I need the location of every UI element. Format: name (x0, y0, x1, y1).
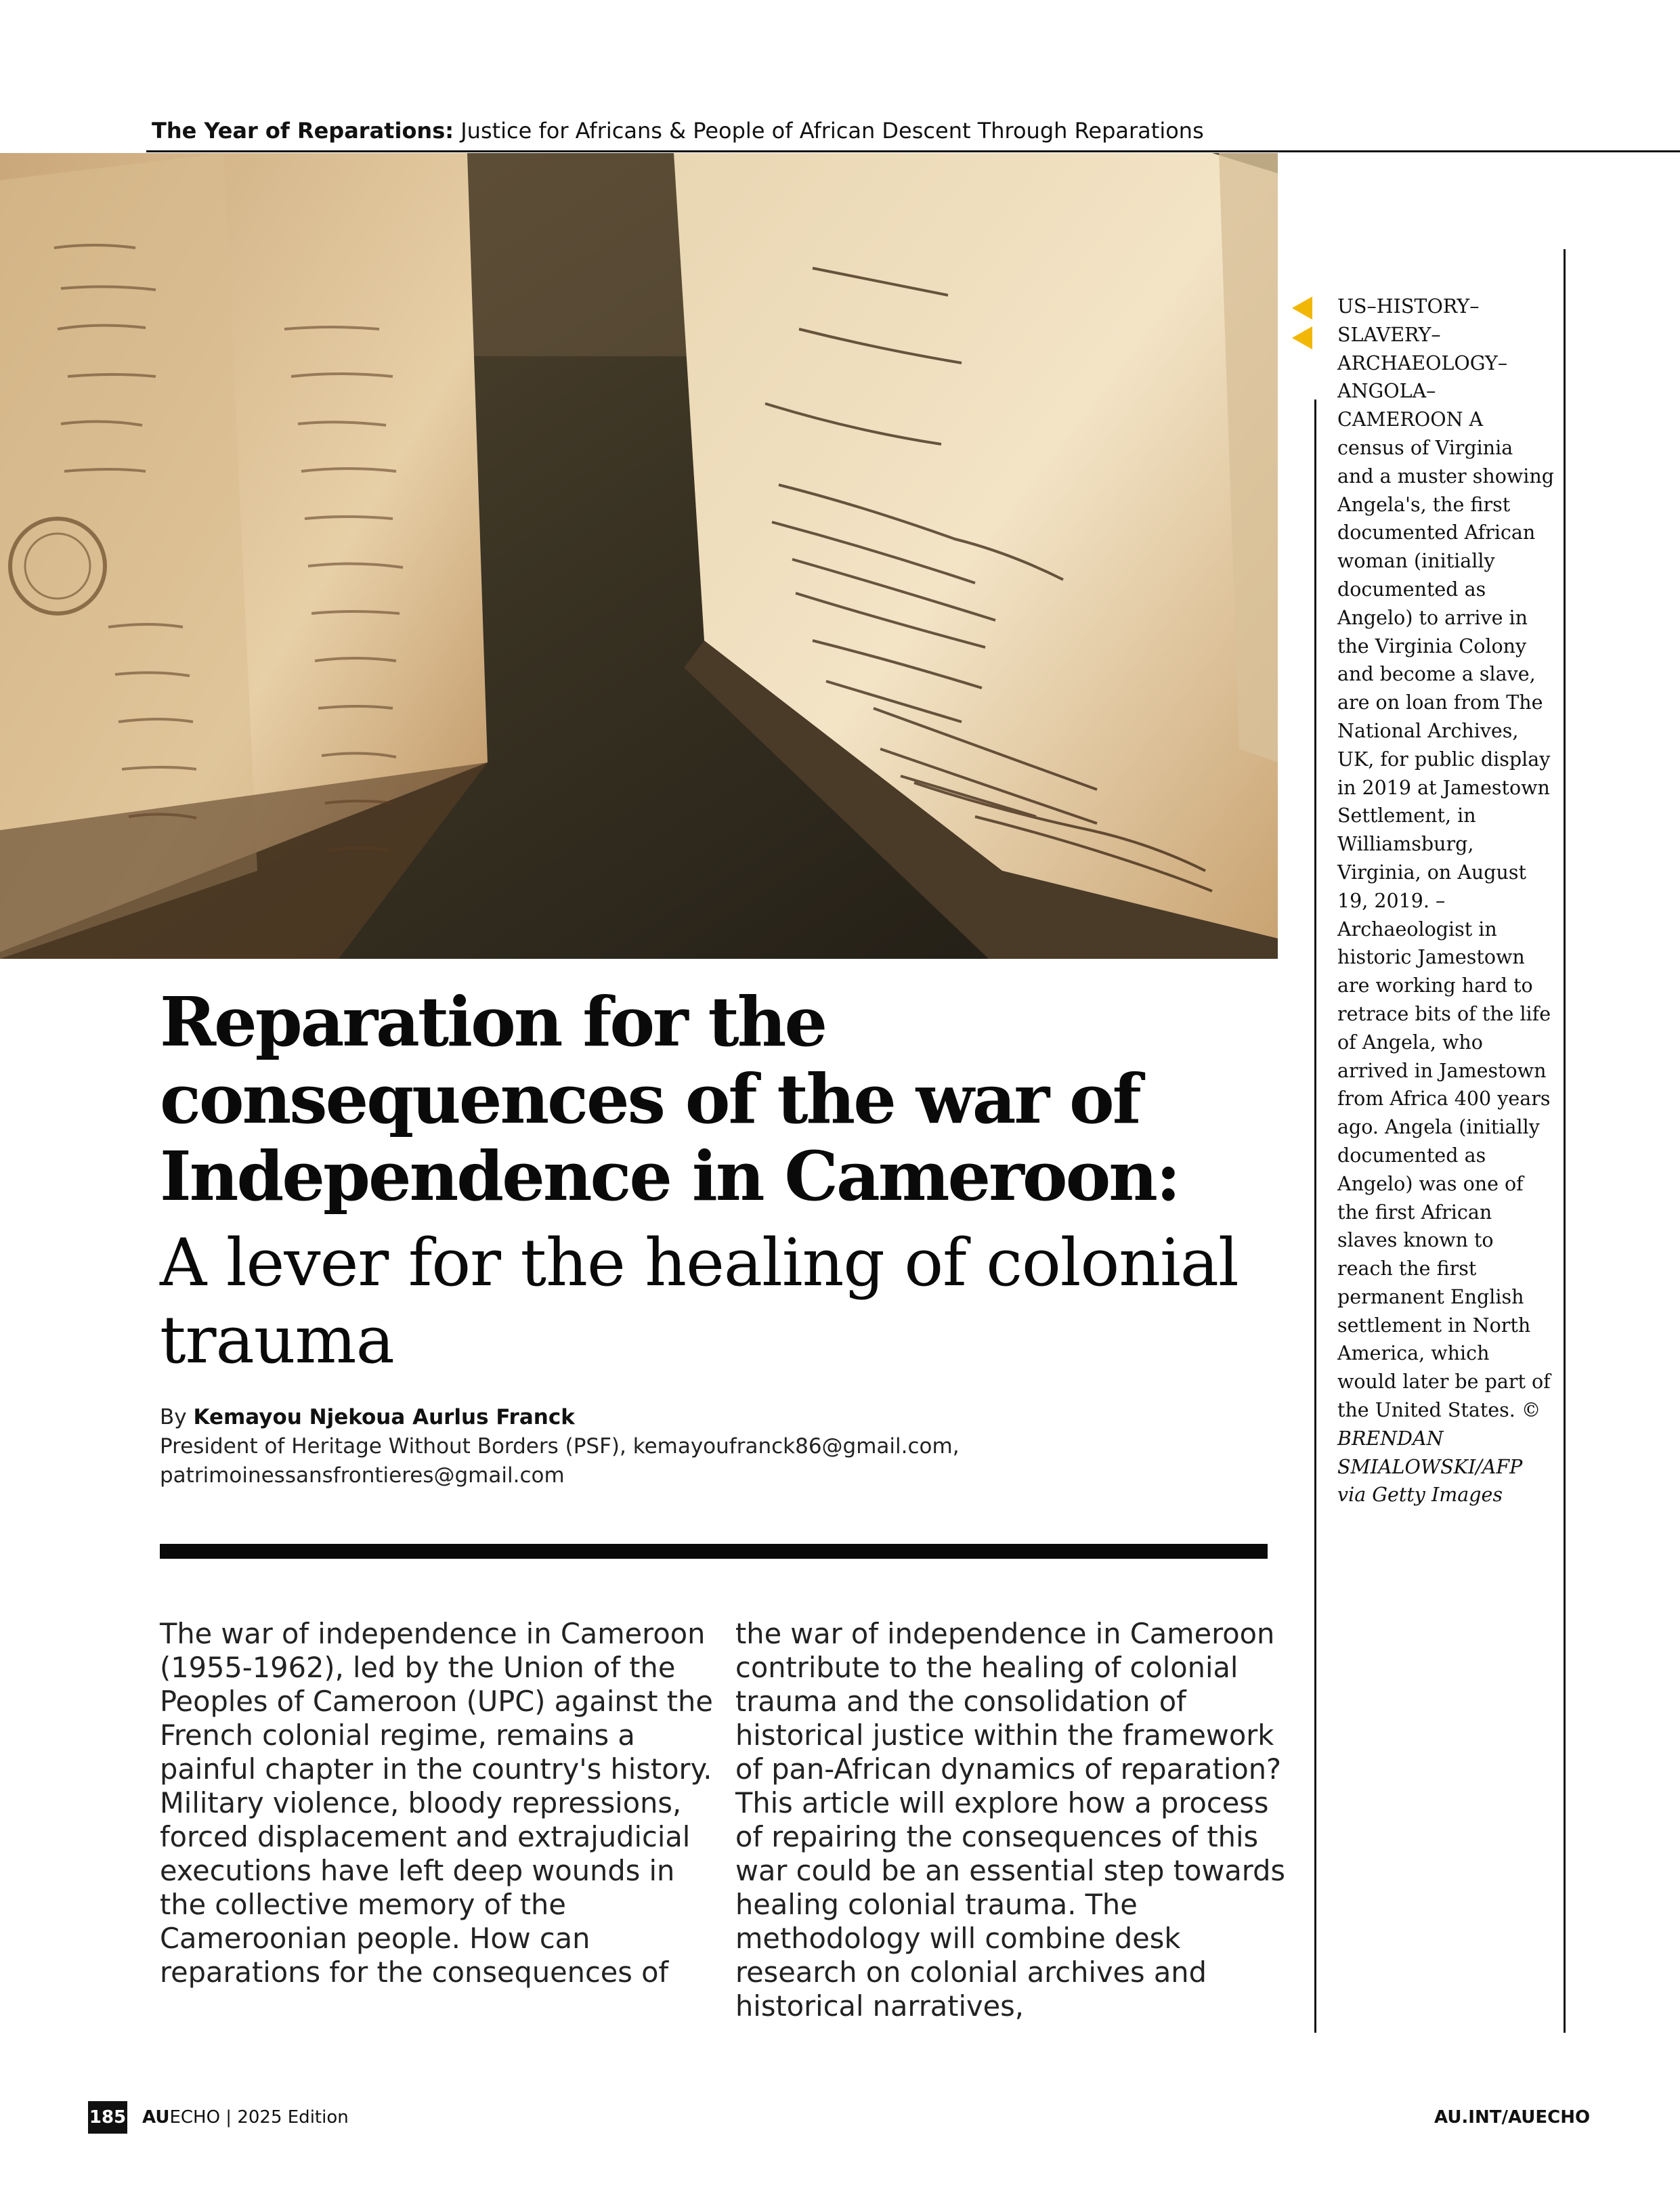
footer-brand: AU (142, 2107, 170, 2128)
byline-by: By (160, 1405, 187, 1429)
caption-rule-right (1564, 249, 1566, 2033)
body-column-1: The war of independence in Cameroon (1955-1962), led by the Union of the Peoples of Cameroon (UPC) against the French colonial regime, remains a painful chapter in the country's history. Military violence, bloody repressions, forced displacement and extrajudicial executions have left deep wounds in the collective memory of the Cameroonian people. How can reparations for the consequences of (160, 1617, 713, 1989)
photo-caption (1337, 293, 1554, 1509)
byline-role: President of Heritage Without Borders (PSF), kemayoufranck86@gmail.com, (160, 1434, 960, 1459)
page-number: 185 (88, 2101, 127, 2134)
article-headline: Reparation for the consequences of the war of Independence in Cameroon: (160, 982, 1179, 1216)
running-head (152, 118, 1204, 144)
byline-author-line (160, 1403, 960, 1432)
caption-text: US–HISTORY–SLAVERY–ARCHAEOLOGY–ANGOLA–CAMEROON A census of Virginia and a muster showing Angela's, the first documented African woman (initially documented as Angelo) to arrive in the Virginia Colony and become a slave, are on loan from The National Archives, UK, for public display in 2019 at Jamestown Settlement, in Williamsburg, Virginia, on August 19, 2019. – Archaeologist in historic Jamestown are working hard to retrace bits of the life of Angela, who arrived in Jamestown from Africa 400 years ago. Angela (initially documented as Angelo) was one of the first African slaves known to reach the first permanent English settlement in North America, which would later be part of the United States. (1337, 295, 1554, 1422)
running-head-title: Justice for Africans & People of African Descent Through Reparations (460, 118, 1204, 144)
footer-edition: ECHO | 2025 Edition (169, 2107, 349, 2128)
caption-marker (1292, 297, 1315, 356)
byline-email: patrimoinessansfrontieres@gmail.com (160, 1463, 565, 1488)
triangle-left-icon (1292, 297, 1312, 320)
body-column-2: the war of independence in Cameroon contribute to the healing of colonial trauma and the consolidation of historical justice within the framework of pan-African dynamics of reparation? This article will explore how a process of repairing the consequences of this war could be an essential step towards healing colonial trauma. The methodology will combine desk research on colonial archives and historical narratives, (735, 1617, 1286, 2023)
byline (160, 1403, 960, 1490)
triangle-left-icon (1292, 326, 1312, 349)
footer-publication (142, 2107, 349, 2128)
header-rule (146, 150, 1680, 152)
archive-manuscript-photo (0, 153, 1278, 959)
caption-rule-left (1314, 400, 1316, 2033)
caption-credit: © BRENDAN SMIALOWSKI/AFP via Getty Images (1337, 1399, 1541, 1507)
byline-author: Kemayou Njekoua Aurlus Franck (193, 1405, 575, 1429)
article-subhead: A lever for the healing of colonial trauma (160, 1225, 1239, 1378)
section-divider (160, 1544, 1268, 1559)
footer-url: AU.INT/AUECHO (1434, 2107, 1591, 2128)
running-head-series: The Year of Reparations: (152, 118, 454, 144)
